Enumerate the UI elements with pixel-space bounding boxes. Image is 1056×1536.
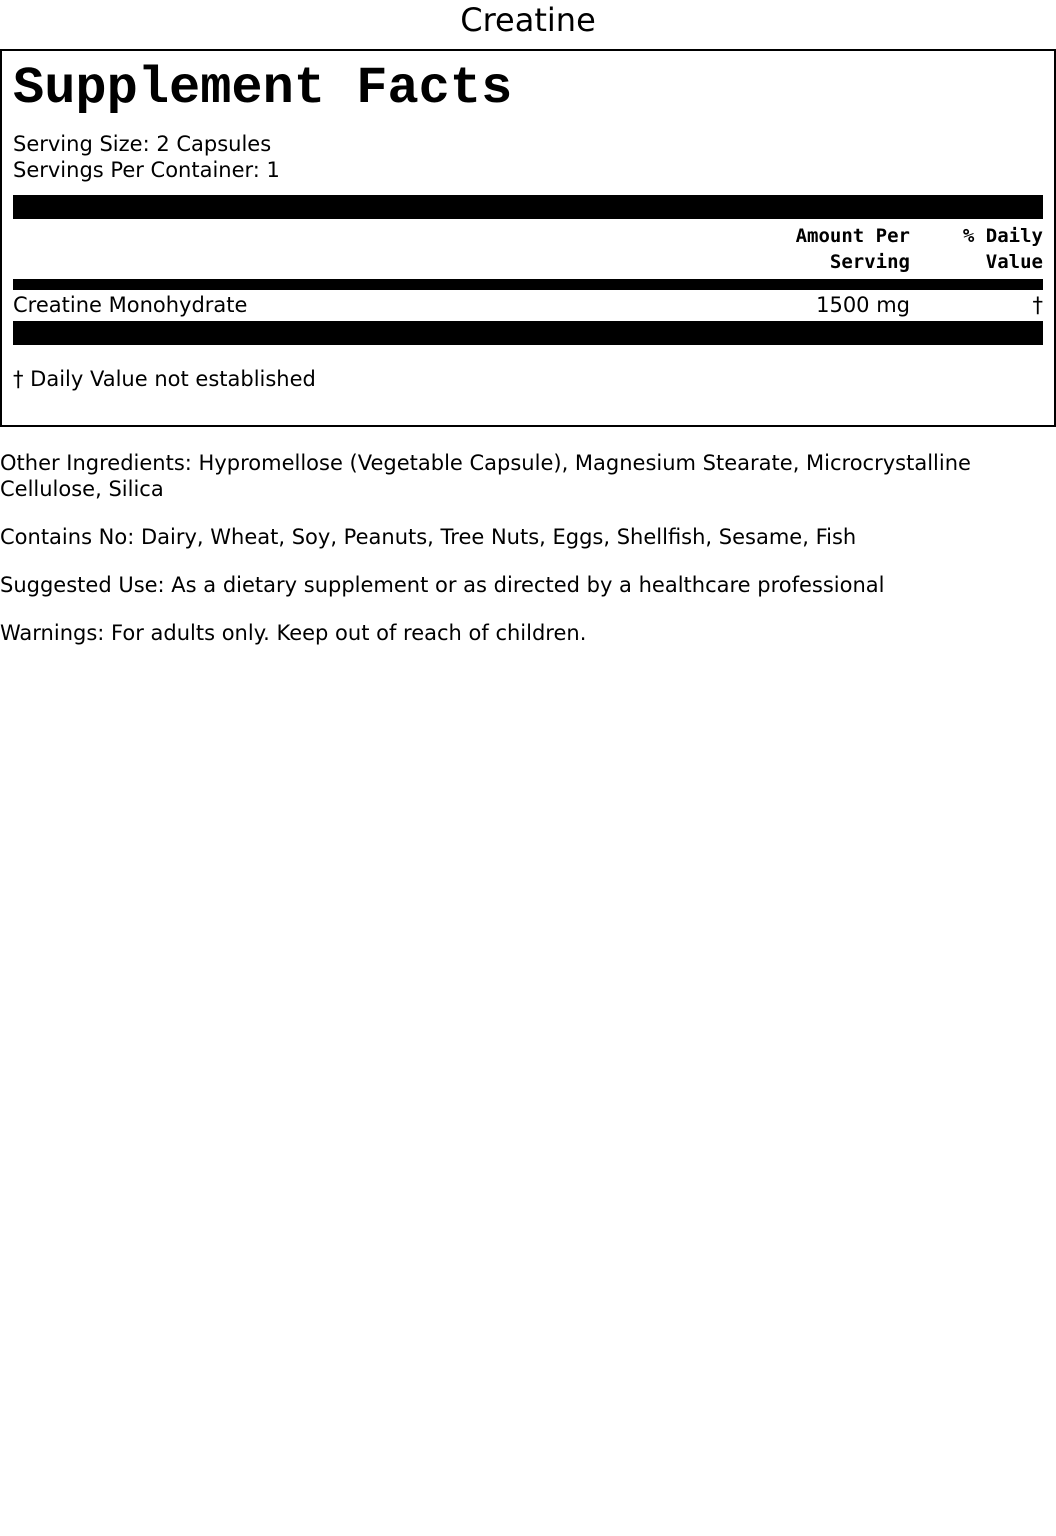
daily-value-header-line-1: % Daily (962, 225, 1043, 247)
thick-divider-bottom (13, 321, 1043, 345)
daily-value-footnote: † Daily Value not established (13, 367, 316, 391)
ingredient-daily-value: † (1032, 293, 1043, 317)
ingredient-name: Creatine Monohydrate (13, 293, 248, 317)
amount-per-serving-header (796, 223, 910, 275)
other-ingredients: Other Ingredients: Hypromellose (Vegetable Capsule), Magnesium Stearate, Microcrystalline Cellulose, Silica (0, 451, 971, 501)
warnings: Warnings: For adults only. Keep out of reach of children. (0, 621, 587, 645)
product-title: Creatine (460, 1, 596, 39)
amount-header-line-2: Serving (829, 251, 910, 273)
servings-per-container: Servings Per Container: 1 (13, 158, 280, 182)
ingredient-amount: 1500 mg (816, 293, 910, 317)
supplement-facts-panel (0, 49, 1056, 427)
thick-divider-top (13, 195, 1043, 219)
medium-divider (13, 279, 1043, 290)
allergen-statement: Contains No: Dairy, Wheat, Soy, Peanuts, Tree Nuts, Eggs, Shellfish, Sesame, Fish (0, 525, 857, 549)
suggested-use: Suggested Use: As a dietary supplement or as directed by a healthcare professional (0, 573, 885, 597)
amount-header-line-1: Amount Per (795, 225, 910, 247)
supplement-facts-heading: Supplement Facts (13, 59, 513, 118)
daily-value-header (963, 223, 1043, 275)
daily-value-header-line-2: Value (985, 251, 1043, 273)
serving-size: Serving Size: 2 Capsules (13, 132, 272, 156)
